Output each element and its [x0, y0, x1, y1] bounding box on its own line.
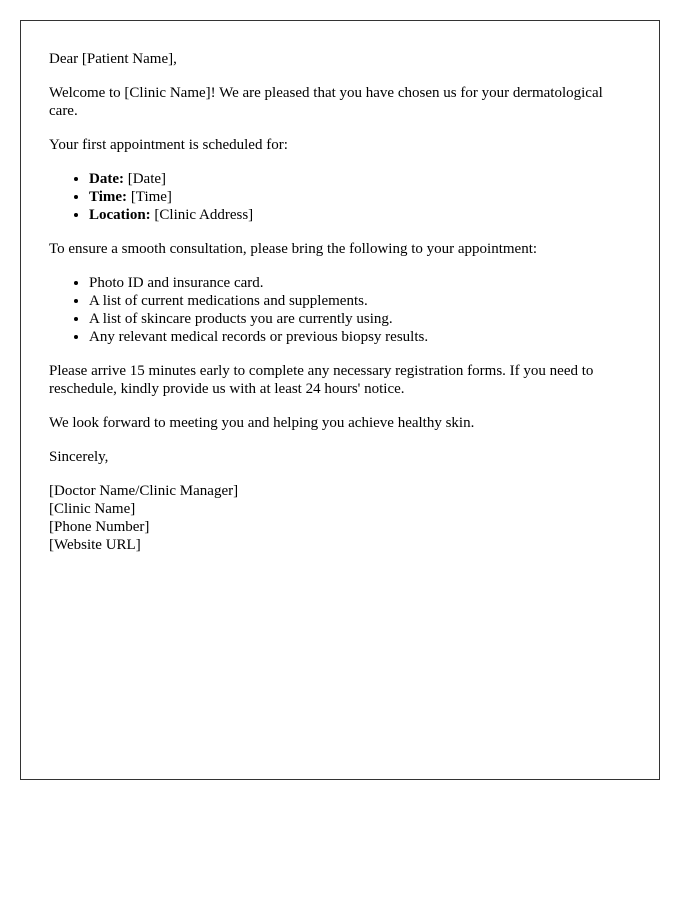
- appointment-details-list: [49, 170, 631, 224]
- list-item: • A list of current medications and supplements.: [89, 292, 631, 310]
- signature-clinic: [Clinic Name]: [49, 501, 136, 517]
- bring-intro: To ensure a smooth consultation, please bring the following to your appointment:: [49, 241, 538, 257]
- signature-block: [49, 482, 631, 554]
- list-item: • Any relevant medical records or previous biopsy results.: [89, 328, 631, 346]
- signature-name: [Doctor Name/Clinic Manager]: [49, 483, 239, 499]
- arrival-paragraph: Please arrive 15 minutes early to complete any necessary registration forms. If you need to reschedule, kindly provide us with at least 24 hours' notice.: [49, 363, 594, 397]
- welcome-paragraph: Welcome to [Clinic Name]! We are pleased that you have chosen us for your dermatological care.: [49, 85, 603, 119]
- appointment-time-item: [89, 188, 631, 206]
- letter-page: [20, 20, 660, 780]
- bring-items-list: [49, 274, 631, 346]
- appointment-intro: Your first appointment is scheduled for:: [49, 137, 288, 153]
- signature-website: [Website URL]: [49, 537, 141, 553]
- time-label: Time:: [89, 189, 128, 205]
- sign-off: Sincerely,: [49, 449, 109, 465]
- time-value: [Time]: [127, 189, 172, 205]
- appointment-location-item: [89, 206, 631, 224]
- list-item: • A list of skincare products you are currently using.: [89, 310, 631, 328]
- closing-paragraph: We look forward to meeting you and helping you achieve healthy skin.: [49, 415, 475, 431]
- location-value: [Clinic Address]: [150, 207, 254, 223]
- signature-phone: [Phone Number]: [49, 519, 150, 535]
- date-value: [Date]: [123, 171, 167, 187]
- list-item: • Photo ID and insurance card.: [89, 274, 631, 292]
- date-label: Date:: [89, 171, 124, 187]
- location-label: Location:: [89, 207, 151, 223]
- greeting: Dear [Patient Name],: [49, 51, 177, 67]
- appointment-date-item: [89, 170, 631, 188]
